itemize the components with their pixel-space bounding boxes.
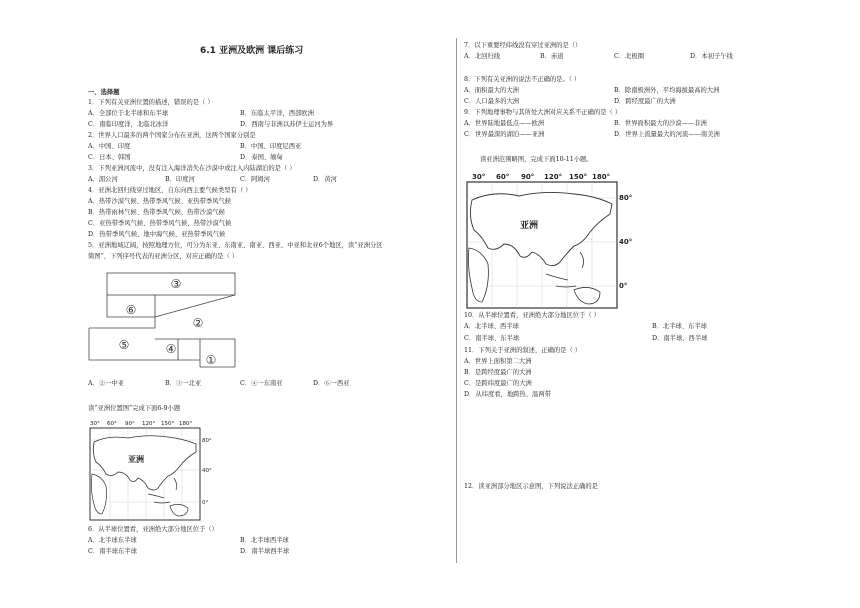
small-map-lon-150: 150° (161, 421, 175, 427)
question-9-stem: 9．下列地理事物与其所处大洲对应关系不正确的是（ ） (464, 109, 622, 116)
region-label-6: ⑥ (125, 303, 137, 317)
question-5-stem-line2: 简图”，下列序号代表的亚洲分区，对应正确的是（ ） (88, 253, 239, 260)
asia-location-map-small (88, 418, 218, 523)
q1-option-d: D．西南与非洲以苏伊士运河为界 (240, 121, 334, 128)
q6-option-d: D．南半球西半球 (240, 548, 290, 555)
question-5-stem-line1: 5．亚洲地域辽阔，按照地理方位，可分为东亚、东南亚、南亚、西亚、中亚和北亚6个地区，读“亚洲分区 (88, 242, 383, 249)
region-label-2: ② (192, 316, 204, 330)
q11-option-b: B．是跨经度最广的大洲 (464, 369, 532, 376)
question-8-stem: 8．下列有关亚洲的说法不正确的是。（ ） (464, 76, 581, 83)
column-divider (456, 38, 457, 563)
small-map-lon-30: 30° (90, 421, 100, 427)
large-map-lon-90: 90° (521, 173, 535, 181)
q11-option-c: C．是跨纬度最广的大洲 (464, 380, 532, 387)
question-1-stem: 1．下列有关亚洲位置的描述，错误的是（ ） (88, 99, 214, 106)
large-map-lon-60: 60° (496, 173, 510, 181)
question-6-stem: 6．从半球位置看，亚洲绝大部分地区位于（） (88, 526, 218, 533)
q10-option-c: C．南半球、东半球 (464, 335, 520, 342)
q4-option-a: A．热带沙漠气候、热带季风气候、亚热带季风气候 (88, 198, 232, 205)
large-map-lat-0: 0° (619, 282, 628, 290)
question-10-stem: 10．从半球位置看，亚洲绝大部分地区位于（ ） (464, 312, 600, 319)
q6-option-c: C．南半球东半球 (88, 548, 137, 555)
q7-option-b: B．赤道 (540, 53, 564, 60)
large-map-asia-label: 亚洲 (520, 221, 539, 231)
section-heading: 一、选择题 (88, 89, 120, 96)
q10-option-a: A．北半球、西半球 (464, 323, 519, 330)
q3-option-b: B．印度河 (165, 176, 195, 183)
q4-option-d: D．热带季风气候、地中海气候、亚热带季风气候 (88, 231, 226, 238)
small-map-lat-0: 0° (202, 500, 209, 506)
large-map-lat-40: 40° (619, 238, 633, 246)
q9-option-d: D．世界上流量最大的河流——南美洲 (614, 131, 720, 138)
q3-option-c: C．阿姆河 (240, 176, 271, 183)
q6-option-b: B．北半球西半球 (240, 537, 289, 544)
q11-option-d: D．从纬度看，地跨热、温两带 (464, 391, 551, 398)
q9-option-b: B．世界面积最大的沙漠——非洲 (614, 120, 707, 127)
q6-option-a: A．北半球东半球 (88, 537, 137, 544)
q2-option-c: C．日本、韩国 (88, 154, 131, 161)
q3-option-d: D．黄河 (313, 176, 337, 183)
q7-option-a: A．北回归线 (464, 53, 501, 60)
region-label-3: ③ (170, 277, 182, 291)
question-4-stem: 4．亚洲北回归线穿过地区，自东向西主要气候类型有（ ） (88, 187, 252, 194)
q7-option-d: D．本初子午线 (690, 53, 733, 60)
small-map-lat-80: 80° (202, 438, 212, 444)
q7-option-c: C．北极圈 (614, 53, 645, 60)
q8-option-a: A．面积最大的大洲 (464, 87, 519, 94)
q3-option-a: A．湄公河 (88, 176, 118, 183)
question-12-stem: 12．读亚洲部分地区示意图，下列说法正确的是 (464, 483, 598, 490)
large-map-lon-30: 30° (472, 173, 486, 181)
large-map-lon-150: 150° (569, 173, 588, 181)
question-2-stem: 2．世界人口最多的两个国家分布在亚洲，这两个国家分别是 (88, 132, 256, 139)
large-map-lat-80: 80° (619, 194, 633, 202)
asia-region-diagram (88, 272, 238, 369)
question-11-stem: 11．下列关于亚洲的叙述，正确的是（ ） (464, 347, 582, 354)
small-map-lon-120: 120° (142, 421, 156, 427)
asia-range-map-large (464, 170, 644, 310)
q5-option-a: A．②一中亚 (88, 380, 125, 387)
q8-option-c: C．人口最多的大洲 (464, 98, 520, 105)
region-label-5: ⑤ (118, 338, 130, 352)
q5-option-b: B．③一北亚 (165, 380, 202, 387)
q2-option-b: B．中国、印度尼西亚 (240, 143, 302, 150)
q10-option-b: B．北半球、东半球 (652, 323, 708, 330)
large-map-lon-120: 120° (544, 173, 563, 181)
q9-option-a: A．世界陆地最低点——欧洲 (464, 120, 545, 127)
small-map-asia-label: 亚洲 (128, 455, 144, 464)
q4-option-c: C．亚热带季风气候、热带季风气候、热带沙漠气候 (88, 220, 232, 227)
q11-option-a: A．世界上面积第二大洲 (464, 358, 532, 365)
question-3-stem: 3．下列亚洲河流中，没有注入海洋消失在沙漠中或注入内陆湖泊的是（ ） (88, 165, 296, 172)
q2-option-d: D．泰国、缅甸 (240, 154, 283, 161)
q5-option-c: C．④一东南亚 (240, 380, 283, 387)
q2-option-a: A．中国、印度 (88, 143, 131, 150)
q8-option-d: D．跨经度最广的大洲 (614, 98, 676, 105)
q8-option-b: B．除南极洲外，平均海拔最高的大洲 (614, 87, 720, 94)
question-7-stem: 7．以下重要经纬线没有穿过亚洲的是（） (464, 42, 582, 49)
large-map-lon-180: 180° (592, 173, 611, 181)
page-title: 6.1 亚洲及欧洲 课后练习 (200, 46, 304, 56)
region-label-1: ① (205, 353, 217, 367)
small-map-lon-180: 180° (179, 421, 193, 427)
q10-option-d: D．南半球、西半球 (652, 335, 708, 342)
q1-option-b: B．东临太平洋，西部欧洲 (240, 110, 314, 117)
small-map-lat-40: 40° (202, 468, 212, 474)
small-map-lon-90: 90° (125, 421, 135, 427)
q9-option-c: C．世界最深的湖泊——亚洲 (464, 131, 545, 138)
q4-option-b: B．热带雨林气候、热带季风气候、热带沙漠气候 (88, 209, 225, 216)
read-prompt-6-9: 读“亚洲位置图”完成下面6-9小题 (88, 405, 181, 412)
read-prompt-10-11: 读亚洲范围略图，完成下面10-11小题。 (480, 156, 593, 163)
region-label-4: ④ (165, 342, 177, 356)
q1-option-a: A．全部位于北半球和东半球 (88, 110, 169, 117)
q1-option-c: C．南临印度洋，北临北冰洋 (88, 121, 169, 128)
small-map-lon-60: 60° (107, 421, 117, 427)
q5-option-d: D．⑥一西亚 (313, 380, 350, 387)
